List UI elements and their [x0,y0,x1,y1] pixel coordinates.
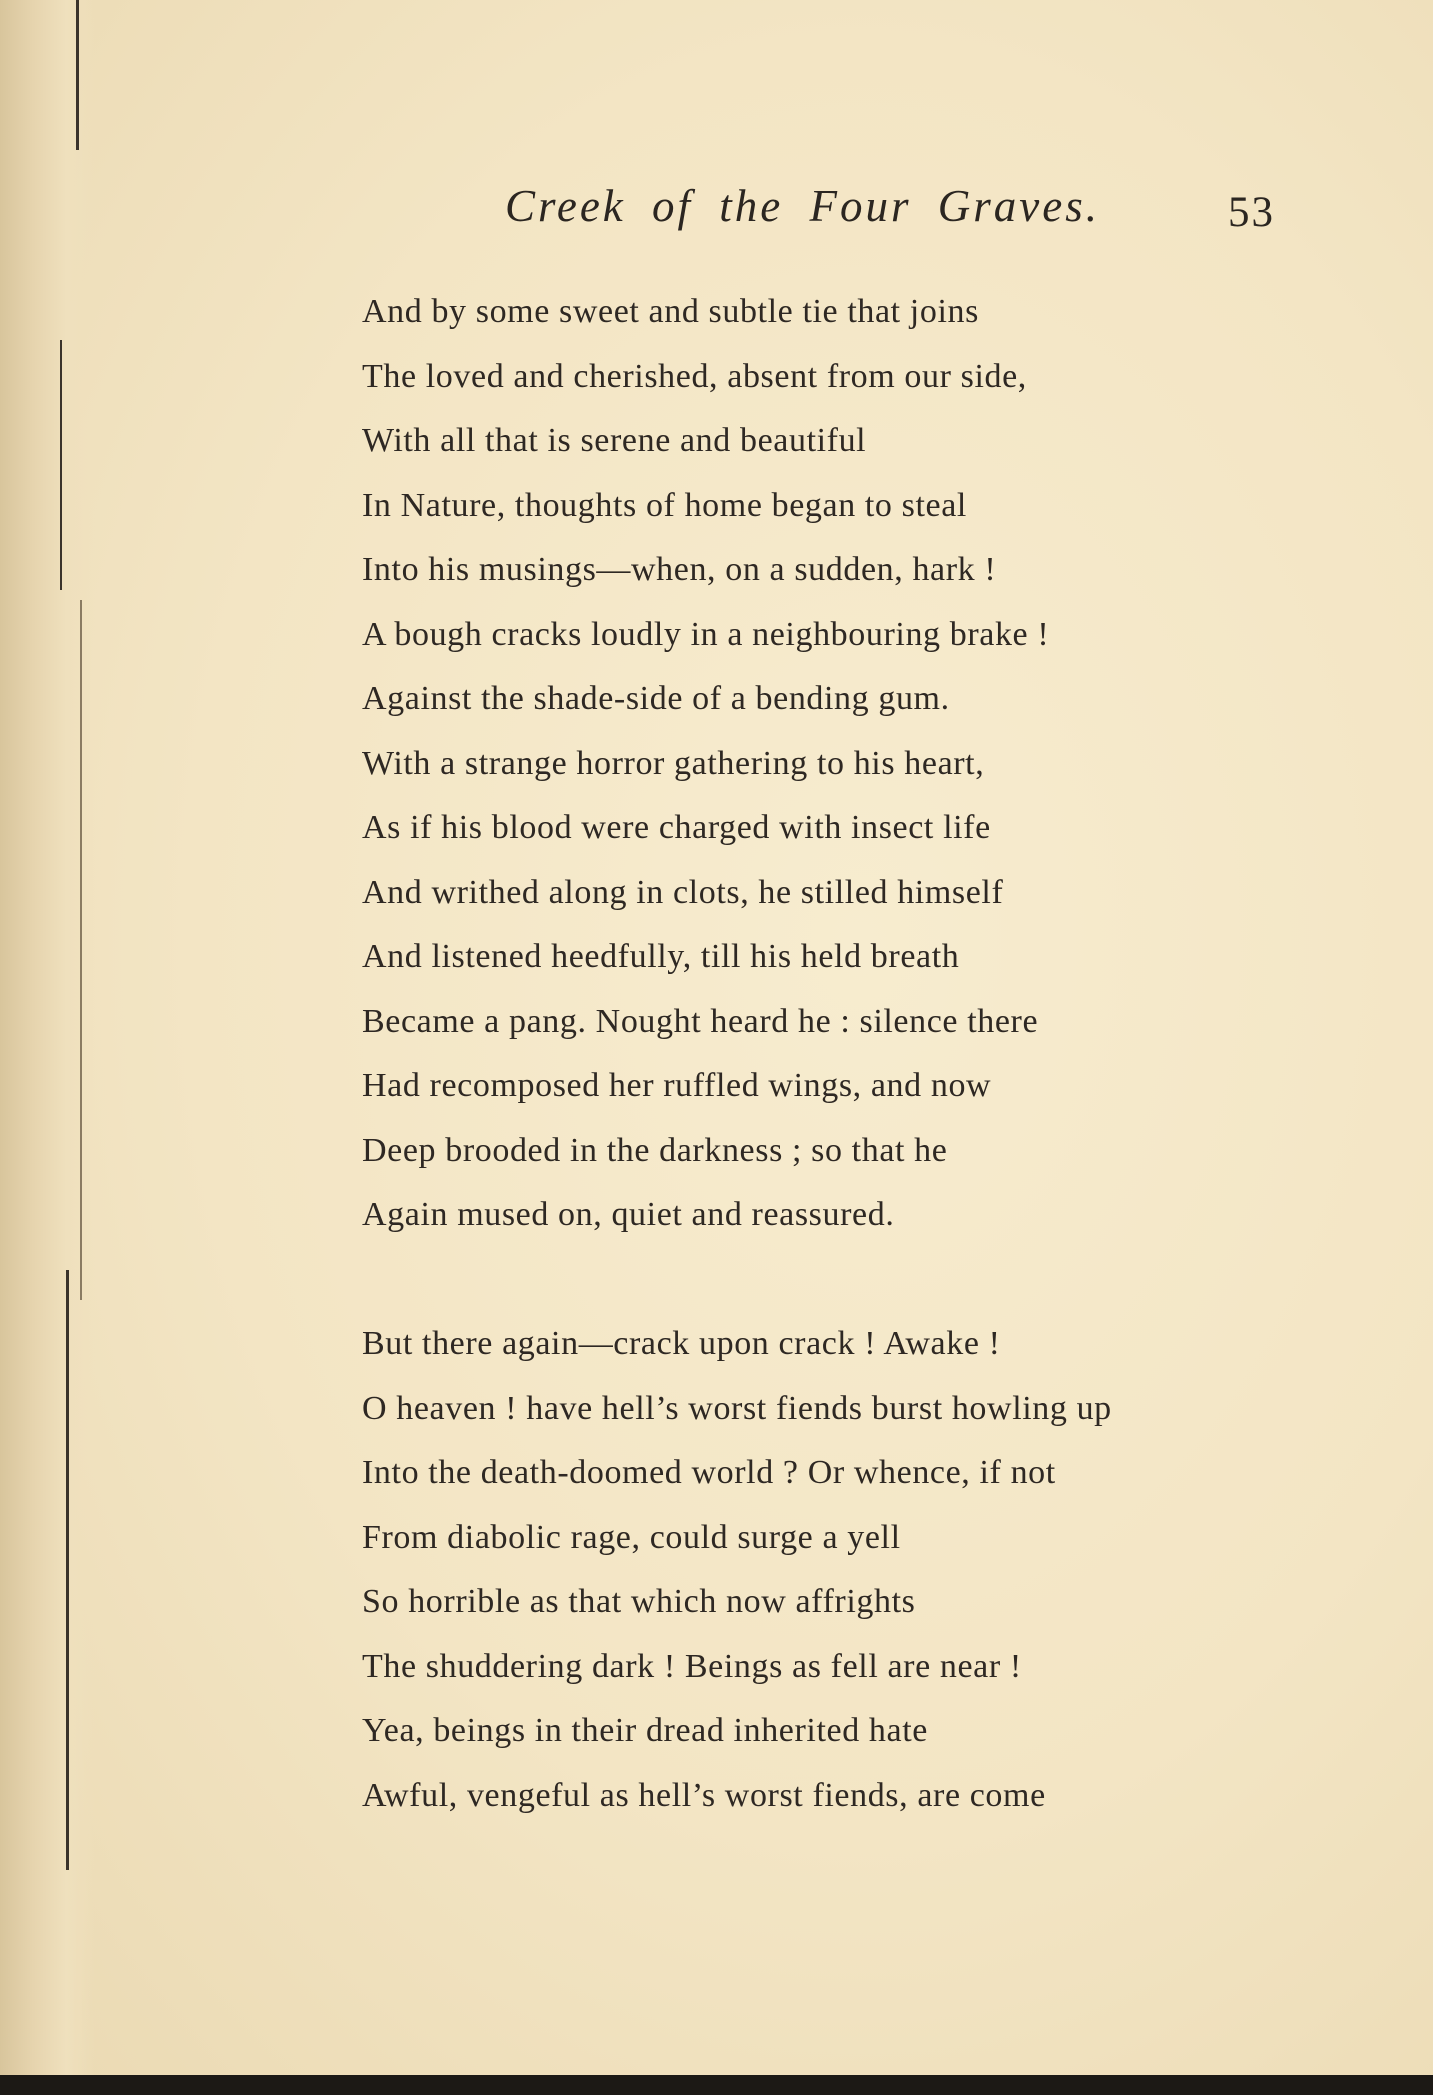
binding-edge-line [66,1270,69,1870]
stanza [362,1320,1362,1836]
verse-line: Deep brooded in the darkness ; so that he [362,1131,948,1169]
verse-line: Yea, beings in their dread inherited hate [362,1712,928,1749]
verse-line: Again mused on, quiet and reassured. [362,1196,895,1233]
binding-edge-line [76,0,79,150]
verse-line: Against the shade-side of a bending gum. [362,680,950,717]
verse-line: From diabolic rage, could surge a yell [362,1518,901,1556]
verse-line: A bough cracks loudly in a neighbouring brake ! [362,615,1050,653]
verse-line: With a strange horror gathering to his heart, [362,744,985,782]
binding-gutter [0,0,95,2075]
page-header [0,180,1433,250]
verse-line: And listened heedfully, till his held breath [362,938,960,975]
verse-line: Into the death-doomed world ? Or whence, if not [362,1454,1056,1491]
verse-line: And by some sweet and subtle tie that joins [362,293,979,330]
verse-line: Into his musings—when, on a sudden, hark ! [362,551,997,588]
verse-line: Became a pang. Nought heard he : silence there [362,1002,1039,1040]
verse-line: Awful, vengeful as hell’s worst fiends, are come [362,1776,1046,1814]
running-title: Creek of the Four Graves. [505,181,1100,231]
page-number: 53 [1228,189,1275,236]
verse-line: So horrible as that which now affrights [362,1583,916,1620]
binding-edge-line [60,340,62,590]
stanza [362,288,1362,1256]
verse-line: And writhed along in clots, he stilled himself [362,873,1004,911]
verse-line: As if his blood were charged with insect life [362,809,991,846]
verse-line: With all that is serene and beautiful [362,422,867,459]
page-bottom-edge [0,2075,1433,2095]
verse-line: O heaven ! have hell’s worst fiends burst howling up [362,1389,1112,1427]
verse-line: Had recomposed her ruffled wings, and now [362,1067,992,1104]
verse-line: In Nature, thoughts of home began to steal [362,486,967,524]
verse-line: The shuddering dark ! Beings as fell are near ! [362,1647,1022,1685]
verse-line: The loved and cherished, absent from our side, [362,357,1027,395]
verse-line: But there again—crack upon crack ! Awake ! [362,1325,1001,1362]
binding-edge-line [80,600,82,1300]
